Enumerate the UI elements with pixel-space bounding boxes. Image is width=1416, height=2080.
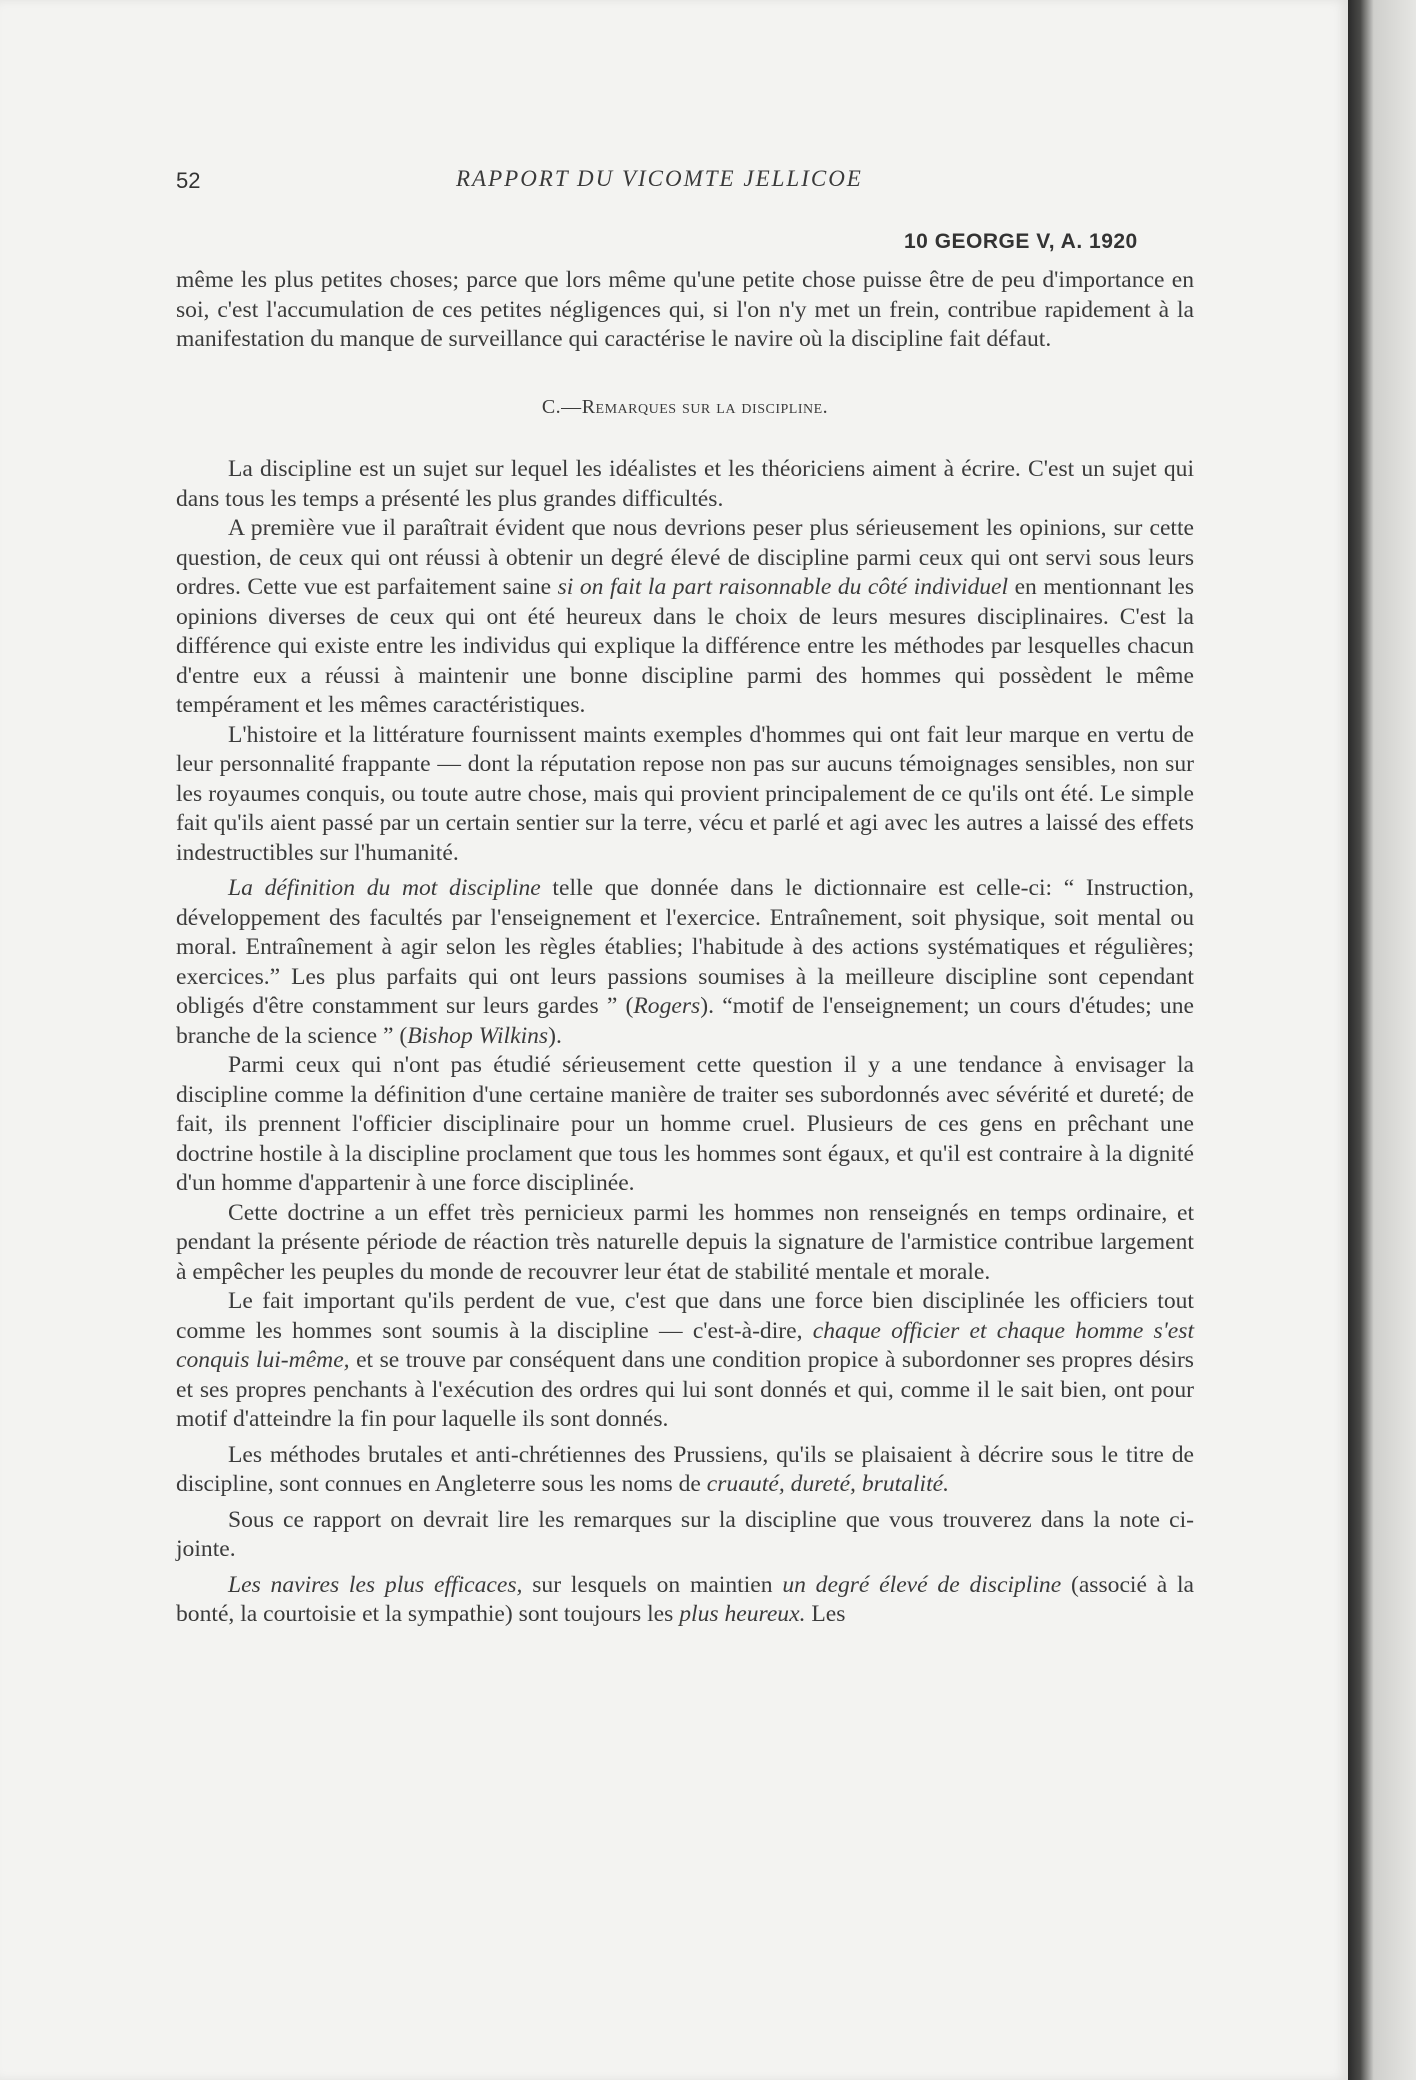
paragraph-10-emphasis-2: un degré élevé de discipline <box>782 1571 1062 1598</box>
paragraph-2-emphasis: si on fait la part raisonnable du côté individuel <box>557 574 1009 600</box>
paragraph-continuation: même les plus petites choses; parce que lors même qu'une petite chose puisse être de peu d'importance en soi, c'est l'accumulation de ces petites négligences qui, si l'on n'y met un frein, contribue rapidement à la manifestation du manque de surveillance qui caractérise le navire où la discipline fait défaut. <box>176 267 1194 352</box>
section-heading-title: Remarques sur la discipline. <box>581 395 829 418</box>
paragraph-1: La discipline est un sujet sur lequel les idéalistes et les théoriciens aiment à écrire. C'est un sujet qui dans tous les temps a présenté les plus grandes difficultés. <box>176 456 1194 512</box>
paragraph-10-text-b: (associé à la bonté, la courtoisie et la sympathie) sont toujours les <box>176 1571 1195 1627</box>
paragraph-2 <box>176 514 1194 721</box>
paragraph-7-text-a: Le fait important qu'ils perdent de vue, c'est que dans une force bien disciplinée les officiers tout comme les hommes sont soumis à la discipline — c'est-à-dire, <box>176 1288 1194 1344</box>
paragraph-8-text-a: Les méthodes brutales et anti-chrétiennes des Prussiens, qu'ils se plaisaient à décrire sous le titre de discipline, sont connues en Angleterre sous les noms de <box>176 1441 1194 1497</box>
paragraph-4-emphasis-1: La définition du mot discipline <box>228 875 541 901</box>
paragraph-5: Parmi ceux qui n'ont pas étudié sérieusement cette question il y a une tendance à envisager la discipline comme la définition d'une certaine manière de traiter ses subordonnés avec sévérité et dureté; de fait, ils prennent l'officier disciplinaire pour un homme cruel. Plusieurs de ces gens en prêchant une doctrine hostile à la discipline proclament que tous les hommes sont égaux, et qu'il est contraire à la dignité d'un homme d'appartenir à une force disciplinée. <box>176 1052 1194 1196</box>
paragraph-4-text-a: telle que donnée dans le dictionnaire est celle-ci: “ Instruction, développement des facultés par l'enseignement et l'exercice. Entraînement, soit physique, soit mental ou moral. Entraînement à agir selon les règles établies; l'habitude à des actions systématiques et régulières; exercices.” Les plus parfaits qui ont leurs passions soumises à la meilleure discipline sont cependant obligés d'être constamment sur leurs gardes ” ( <box>176 875 1195 1019</box>
section-heading <box>176 393 1194 423</box>
paragraph-10-emphasis-1: Les navires les plus efficaces, <box>228 1571 523 1598</box>
page-number: 52 <box>176 168 201 193</box>
paragraph-7-emphasis: chaque officier et chaque homme s'est conquis lui-même, <box>176 1317 1194 1373</box>
paragraph-4-emphasis-2: Rogers <box>633 993 701 1019</box>
paragraph-4 <box>176 874 1194 1051</box>
paragraph-4-text-b: ). “motif de l'enseignement; un cours d'études; une branche de la science ” ( <box>176 993 1194 1049</box>
paragraph-8-emphasis: cruauté, dureté, brutalité. <box>706 1471 950 1497</box>
paragraph-3: L'histoire et la littérature fournissent maints exemples d'hommes qui ont fait leur marque en vertu de leur personnalité frappante — dont la réputation repose non pas sur aucuns témoignages sensibles, non sur les royaumes conquis, ou toute autre chose, mais qui provient principalement de ce qu'ils ont été. Le simple fait qu'ils aient passé par un certain sentier sur la terre, vécu et parlé et agi avec les autres a laissé des effets indestructibles sur l'humanité. <box>176 721 1194 866</box>
paragraph-10-text-a: sur lesquels on maintien <box>522 1571 783 1598</box>
paragraph-4-emphasis-3: Bishop Wilkins <box>407 1022 549 1049</box>
section-heading-prefix: C.— <box>541 395 582 418</box>
paragraph-10-text-c: Les <box>805 1601 846 1627</box>
paragraph-4-text-c: ). <box>548 1022 562 1049</box>
paragraph-7-text-b: et se trouve par conséquent dans une condition propice à subordonner ses propres désirs et ses propres penchants à l'exécution des ordres qui lui sont donnés et qui, comme il le sait bien, ont pour motif d'atteindre la fin pour laquelle ils sont donnés. <box>176 1347 1194 1432</box>
session-reference: 10 GEORGE V, A. 1920 <box>904 230 1138 253</box>
paragraph-7 <box>176 1287 1194 1435</box>
running-head: RAPPORT DU VICOMTE JELLICOE <box>456 166 863 191</box>
paragraph-8 <box>176 1441 1194 1500</box>
book-binding-edge <box>1348 0 1416 2080</box>
paragraph-2-text-b: en mentionnant les opinions diverses de ceux qui ont été heureux dans le choix de leurs mesures disciplinaires. C'est la différence qui existe entre les individus qui explique la différence entre les méthodes par lesquelles chacun d'entre eux a réussi à maintenir une bonne discipline parmi des hommes qui possèdent le même tempérament et les mêmes caractéristiques. <box>176 574 1195 718</box>
paragraph-2-text-a: A première vue il paraîtrait évident que nous devrions peser plus sérieusement les opinions, sur cette question, de ceux qui ont réussi à obtenir un degré élevé de discipline parmi ceux qui ont servi sous leurs ordres. Cette vue est parfaitement saine <box>176 515 1194 600</box>
body-text <box>176 266 1194 1630</box>
paragraph-6: Cette doctrine a un effet très pernicieux parmi les hommes non renseignés en temps ordinaire, et pendant la présente période de réaction très naturelle depuis la signature de l'armistice contribue largement à empêcher les peuples du monde de recouvrer leur état de stabilité mentale et morale. <box>176 1199 1194 1285</box>
paragraph-10 <box>176 1571 1194 1630</box>
paragraph-9: Sous ce rapport on devrait lire les remarques sur la discipline que vous trouverez dans la note ci-jointe. <box>176 1506 1194 1562</box>
paragraph-10-emphasis-3: plus heureux. <box>679 1601 806 1627</box>
